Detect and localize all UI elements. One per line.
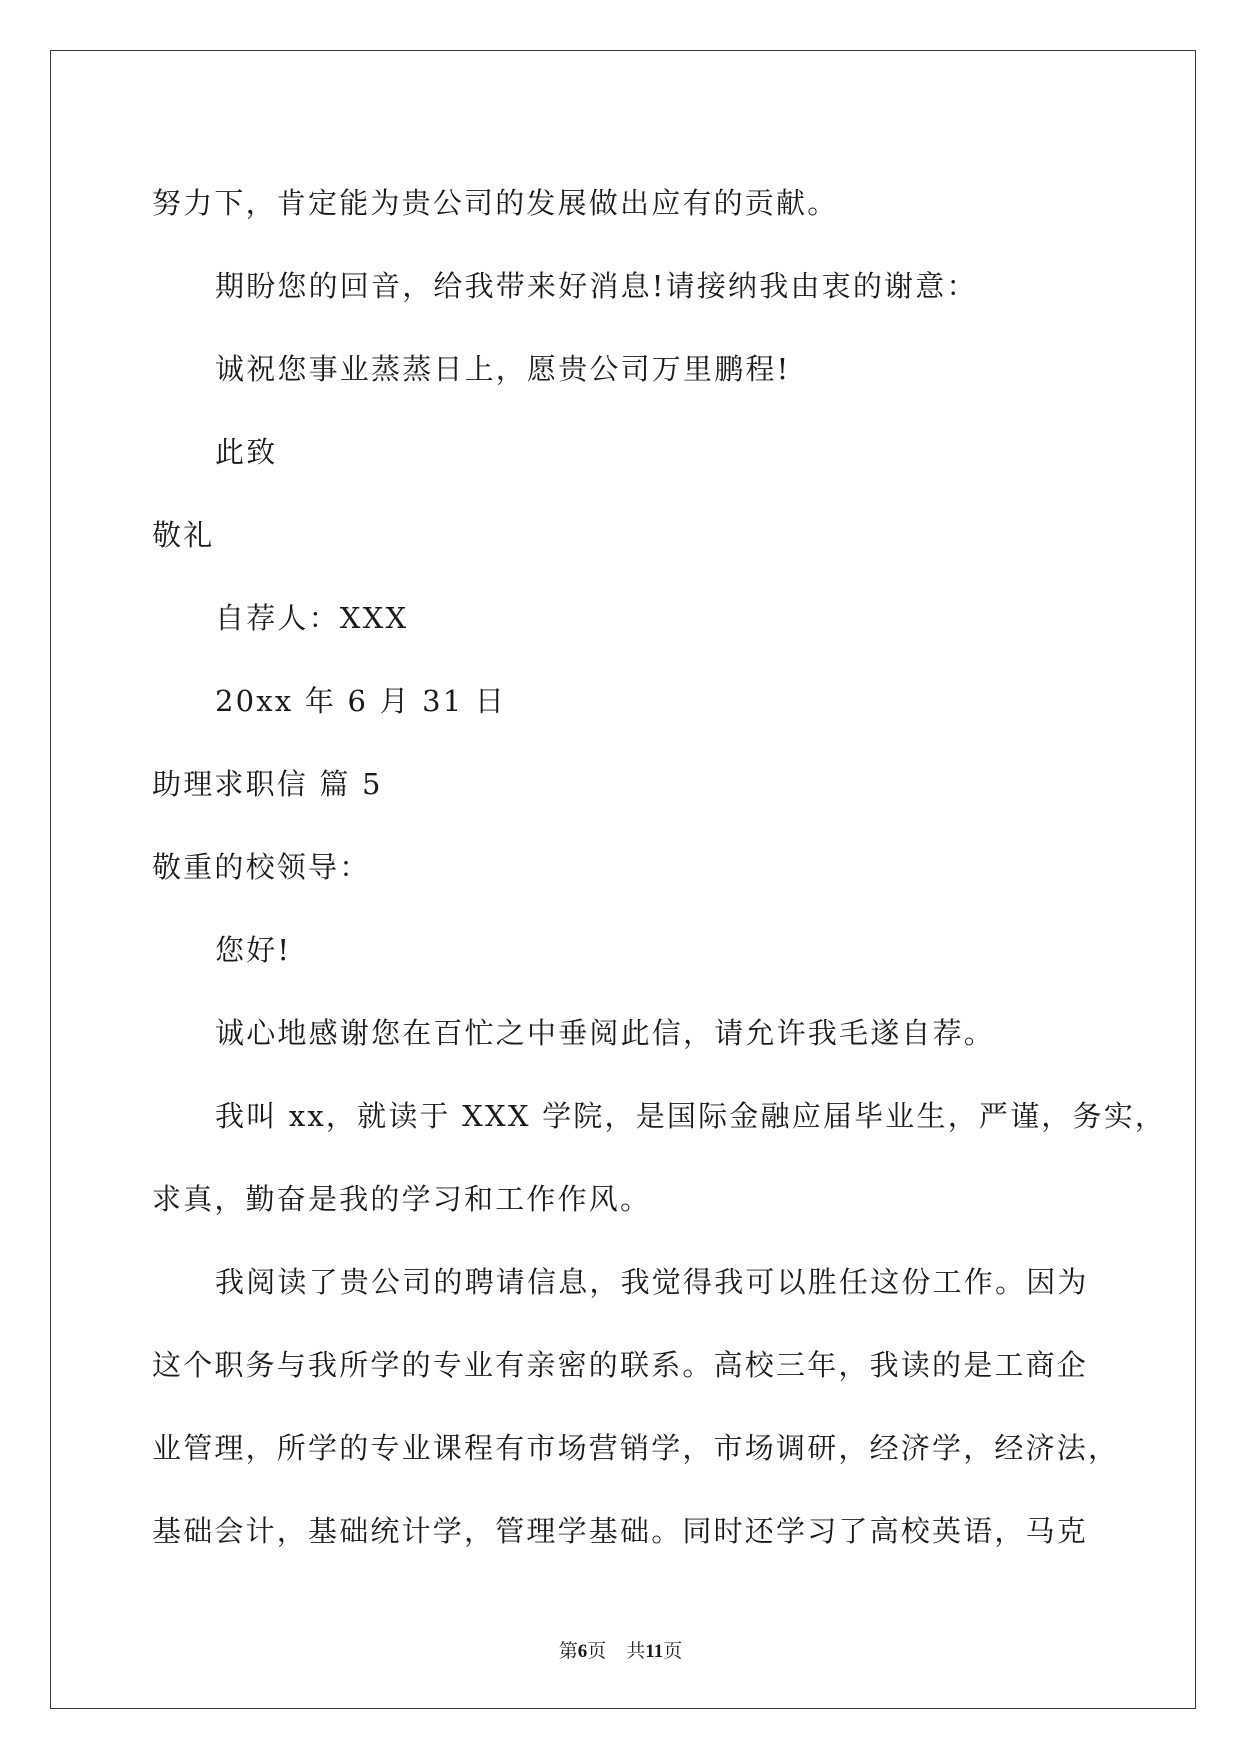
- paragraph-line: 我叫 xx，就读于 XXX 学院，是国际金融应届毕业生，严谨，务实，: [215, 1099, 1167, 1133]
- paragraph-line: 期盼您的回音，给我带来好消息!请接纳我由衷的谢意：: [215, 269, 978, 303]
- paragraph-line: 诚祝您事业蒸蒸日上，愿贵公司万里鹏程!: [215, 352, 791, 386]
- paragraph-line: 求真，勤奋是我的学习和工作作风。: [152, 1182, 652, 1216]
- greeting-line: 您好!: [215, 933, 292, 967]
- signature-line: 自荐人：XXX: [215, 601, 409, 635]
- footer-total-suffix: 页: [663, 1640, 683, 1662]
- date-line: 20xx 年 6 月 31 日: [215, 684, 507, 718]
- footer-total-prefix: 共: [626, 1640, 646, 1662]
- section-heading: 助理求职信 篇 5: [152, 767, 383, 801]
- greeting-recipient: 敬重的校领导：: [152, 850, 371, 884]
- paragraph-line: 这个职务与我所学的专业有亲密的联系。高校三年，我读的是工商企: [152, 1348, 1089, 1382]
- closing-salutation: 此致: [215, 435, 278, 469]
- document-body: [152, 162, 1167, 1573]
- page-number: 6: [577, 1641, 588, 1662]
- paragraph-line: 诚心地感谢您在百忙之中垂阅此信，请允许我毛遂自荐。: [215, 1016, 996, 1050]
- footer-prefix: 第: [558, 1640, 578, 1662]
- paragraph-line: 我阅读了贵公司的聘请信息，我觉得我可以胜任这份工作。因为: [215, 1265, 1089, 1299]
- paragraph-line: 业管理，所学的专业课程有市场营销学，市场调研，经济学，经济法，: [152, 1431, 1120, 1465]
- closing-regards: 敬礼: [152, 518, 215, 552]
- total-pages: 11: [645, 1641, 664, 1662]
- footer-page-suffix: 页: [587, 1640, 607, 1662]
- paragraph-line: 努力下，肯定能为贵公司的发展做出应有的贡献。: [152, 186, 839, 220]
- paragraph-line: 基础会计，基础统计学，管理学基础。同时还学习了高校英语，马克: [152, 1514, 1089, 1548]
- page-footer: [0, 1636, 1241, 1663]
